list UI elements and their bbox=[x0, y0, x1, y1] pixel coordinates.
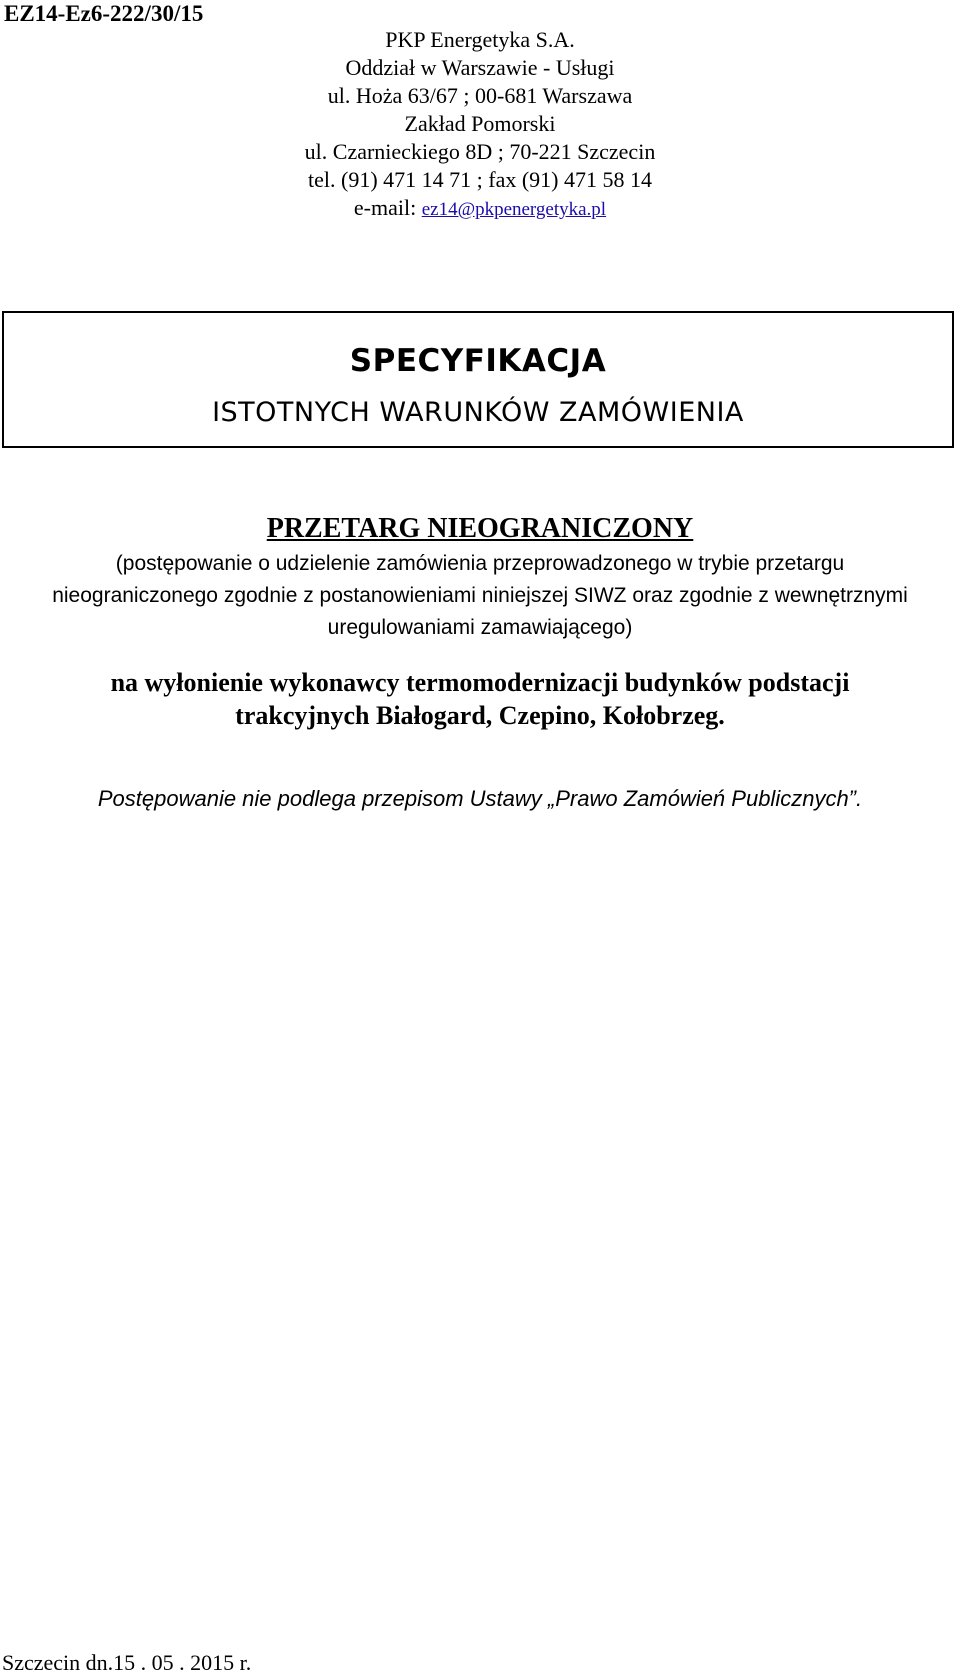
legal-notice: Postępowanie nie podlega przepisom Ustawy „Prawo Zamówień Publicznych”. bbox=[97, 786, 863, 811]
address-line-street: ul. Hoża 63/67 ; 00-681 Warszawa bbox=[327, 83, 633, 108]
address-line-branch: Oddział w Warszawie - Usługi bbox=[345, 55, 615, 80]
address-line-phone-fax: tel. (91) 471 14 71 ; fax (91) 471 58 14 bbox=[308, 167, 652, 192]
address-line-department: Zakład Pomorski bbox=[404, 111, 556, 136]
document-title-box bbox=[2, 311, 954, 448]
document-subtitle: ISTOTNYCH WARUNKÓW ZAMÓWIENIA bbox=[212, 397, 744, 428]
tender-type-heading: PRZETARG NIEOGRANICZONY bbox=[266, 513, 694, 544]
email-label: e-mail: bbox=[353, 195, 422, 220]
document-title: SPECYFIKACJA bbox=[349, 343, 607, 379]
address-line-department-street: ul. Czarnieckiego 8D ; 70-221 Szczecin bbox=[304, 139, 656, 164]
address-line-company: PKP Energetyka S.A. bbox=[385, 27, 575, 52]
company-address-block bbox=[0, 26, 960, 224]
address-line-email bbox=[0, 194, 960, 224]
tender-subject: na wyłonienie wykonawcy termomodernizacji budynków podstacji trakcyjnych Białogard, Czepino, Kołobrzeg. bbox=[110, 668, 850, 730]
reference-number: EZ14-Ez6-222/30/15 bbox=[4, 1, 204, 26]
email-link[interactable]: ez14@pkpenergetyka.pl bbox=[421, 199, 607, 220]
tender-description: (postępowanie o udzielenie zamówienia przeprowadzonego w trybie przetargu nieograniczonego zgodnie z postanowieniami niniejszej SIWZ oraz zgodnie z wewnętrznymi uregulowaniami zamawiającego) bbox=[52, 552, 908, 639]
place-and-date: Szczecin dn.15 . 05 . 2015 r. bbox=[2, 1650, 252, 1675]
